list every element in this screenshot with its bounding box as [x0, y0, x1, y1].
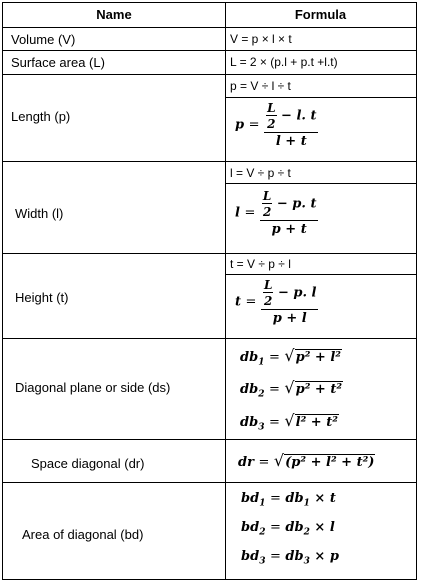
formula-height-simple: t = V ÷ p ÷ l	[230, 257, 291, 271]
formula-space-diagonal: dr = √(p² + l² + t²)	[238, 451, 375, 470]
row-divider	[3, 482, 416, 483]
header-name: Name	[96, 7, 132, 22]
row-divider	[3, 338, 416, 339]
formula-db2: $db_2 = √p^2 + t^2$	[240, 378, 343, 400]
name-height: Height (t)	[15, 290, 69, 305]
formula-width-simple: l = V ÷ p ÷ t	[230, 166, 291, 180]
name-width: Width (l)	[15, 206, 64, 221]
formula-volume: V = p × l × t	[230, 32, 292, 46]
formula-db3: $db_3 = √l^2 + t^2$	[240, 411, 338, 433]
row-divider	[3, 253, 416, 254]
formula-bd1: $bd_1 = db_1 \times t$	[241, 491, 336, 509]
formula-height-fraction: t = $\frac{L}{2}$ − p. l p + l	[235, 278, 317, 326]
header-formula: Formula	[294, 7, 347, 22]
formula-width-fraction: l = $\frac{L}{2}$ − p. t p + t	[235, 189, 317, 237]
row-divider	[3, 27, 416, 28]
name-surface-area: Surface area (L)	[11, 55, 105, 70]
formula-length-fraction: p = $\frac{L}{2}$ − l. t l + t	[235, 101, 317, 149]
row-divider	[3, 74, 416, 75]
formula-db1: $db_1 = √p^2 + l^2$	[240, 346, 341, 368]
sub-divider	[225, 183, 416, 184]
row-divider	[3, 161, 416, 162]
sub-divider	[225, 274, 416, 275]
formula-surface-area: L = 2 × (p.l + p.t +l.t)	[230, 55, 338, 69]
name-space-diagonal: Space diagonal (dr)	[31, 456, 145, 471]
formula-length-simple: p = V ÷ l ÷ t	[230, 79, 291, 93]
formula-table	[2, 2, 417, 580]
name-diagonal-plane: Diagonal plane or side (ds)	[15, 380, 171, 395]
name-area-of-diagonal: Area of diagonal (bd)	[22, 527, 144, 542]
row-divider	[3, 50, 416, 51]
sub-divider	[225, 97, 416, 98]
formula-bd3: $bd_3 = db_3 \times p$	[241, 549, 339, 567]
formula-bd2: $bd_2 = db_2 \times l$	[241, 520, 335, 538]
name-volume: Volume (V)	[11, 32, 76, 47]
row-divider	[3, 439, 416, 440]
name-length: Length (p)	[11, 109, 71, 124]
column-divider	[225, 3, 226, 579]
